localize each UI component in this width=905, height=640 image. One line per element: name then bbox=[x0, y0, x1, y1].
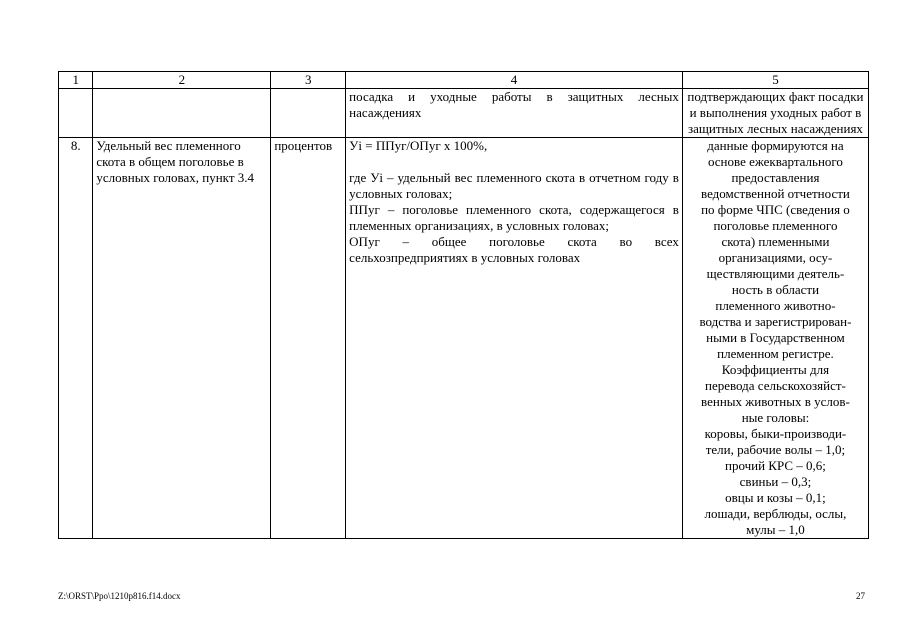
definition-opug: ОПуг – общее поголовье скота во всех сельхозпредприятиях в условных головах bbox=[349, 234, 679, 265]
definition-yi: где Уi – удельный вес племенного скота в отчетном году в условных головах; bbox=[349, 170, 679, 201]
cell-number: 8. bbox=[59, 138, 93, 539]
source-line: коровы, быки-производи- bbox=[704, 426, 847, 441]
cell-indicator bbox=[93, 89, 271, 138]
source-line: водства и зарегистрирован- bbox=[699, 314, 852, 329]
cell-source: подтверждающих факт посадки и выполнения уходных работ в защитных лесных насаждениях bbox=[682, 89, 868, 138]
cell-number bbox=[59, 89, 93, 138]
source-line: скота) племенными bbox=[721, 234, 830, 249]
source-line: перевода сельскохозяйст- bbox=[705, 378, 846, 393]
table-row-8 bbox=[59, 138, 869, 539]
footer-page-number: 27 bbox=[856, 591, 865, 601]
source-line: овцы и козы – 0,1; bbox=[725, 490, 826, 505]
source-line: по форме ЧПС (сведения о bbox=[701, 202, 850, 217]
source-line: ведомственной отчетности bbox=[701, 186, 850, 201]
column-header-5: 5 bbox=[682, 72, 868, 89]
source-line: ществляющими деятель- bbox=[706, 266, 845, 281]
definition-ppug: ППуг – поголовье племенного скота, содержащегося в племенных организациях, в условных головах; bbox=[349, 202, 679, 233]
cell-method: посадка и уходные работы в защитных лесных насаждениях bbox=[346, 89, 683, 138]
source-line: тели, рабочие волы – 1,0; bbox=[705, 442, 846, 457]
column-header-1: 1 bbox=[59, 72, 93, 89]
column-header-4: 4 bbox=[346, 72, 683, 89]
source-line: племенном регистре. bbox=[717, 346, 834, 361]
table-row-continuation bbox=[59, 89, 869, 138]
cell-method bbox=[346, 138, 683, 539]
source-line: основе ежеквартального bbox=[707, 154, 843, 169]
column-header-2: 2 bbox=[93, 72, 271, 89]
column-header-3: 3 bbox=[271, 72, 346, 89]
formula: Уi = ППуг/ОПуг х 100%, bbox=[349, 138, 488, 153]
cell-indicator: Удельный вес племенного скота в общем поголовье в условных головах, пункт 3.4 bbox=[93, 138, 271, 539]
source-line: ные головы: bbox=[741, 410, 810, 425]
cell-source bbox=[682, 138, 868, 539]
table-header-row bbox=[59, 72, 869, 89]
source-line: лошади, верблюды, ослы, bbox=[704, 506, 847, 521]
source-line: венных животных в услов- bbox=[701, 394, 850, 409]
source-line: Коэффициенты для bbox=[721, 362, 830, 377]
source-line: свиньи – 0,3; bbox=[739, 474, 812, 489]
source-line: прочий КРС – 0,6; bbox=[724, 458, 826, 473]
source-line: поголовье племенного bbox=[713, 218, 838, 233]
footer-file-path: Z:\ORST\Ppo\1210p816.f14.docx bbox=[58, 591, 181, 601]
source-line: предоставления bbox=[731, 170, 820, 185]
source-line: организациями, осу- bbox=[718, 250, 833, 265]
source-line: племенного животно- bbox=[715, 298, 836, 313]
indicator-table bbox=[58, 71, 869, 539]
source-line: ными в Государственном bbox=[706, 330, 845, 345]
cell-unit: процентов bbox=[271, 138, 346, 539]
source-line: ность в области bbox=[731, 282, 820, 297]
source-line: данные формируются на bbox=[707, 138, 844, 153]
cell-unit bbox=[271, 89, 346, 138]
source-line: мулы – 1,0 bbox=[746, 522, 805, 537]
